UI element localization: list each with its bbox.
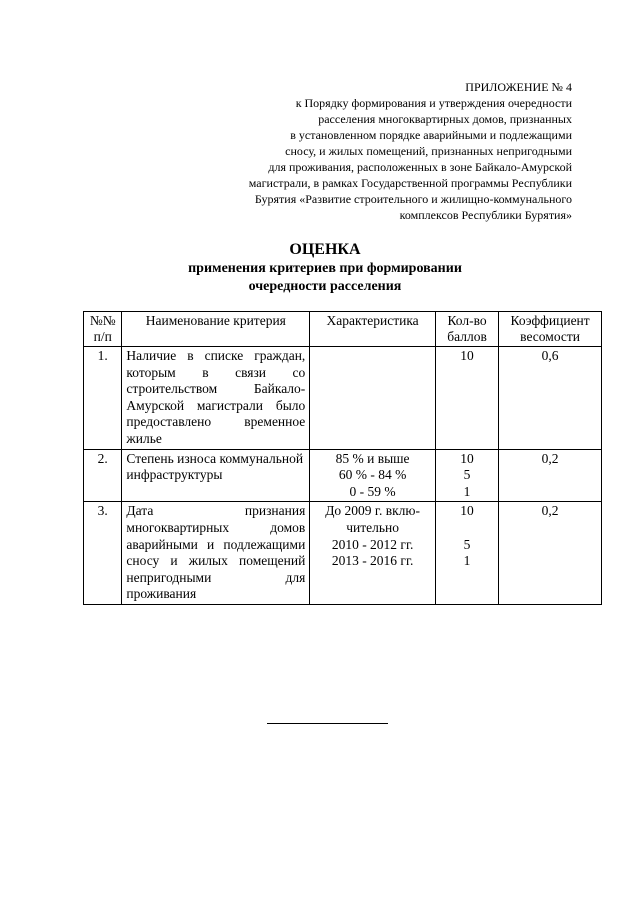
document-subtitle-line1: применения критериев при формировании [188,261,462,276]
header-points-line: баллов [447,329,487,344]
row-criterion: Дата признания многоквартирных домов аварийными и подлежащими сносу и жилых помещений непригодными для проживания [122,502,310,605]
points-value [440,520,494,537]
row-characteristic [310,347,436,450]
document-heading [0,240,640,296]
appendix-line: Бурятия «Развитие строительного и жилищно-коммунального [254,192,572,206]
row-num: 3. [84,502,122,605]
header-num-line: п/п [93,329,112,344]
row-points [435,347,498,450]
appendix-line: комплексов Республики Бурятия» [399,208,572,222]
row-criterion: Степень износа коммунальной инфраструктуры [122,449,310,502]
appendix-line: ПРИЛОЖЕНИЕ № 4 [465,80,572,94]
table-row [84,347,602,450]
table-row [84,449,602,502]
row-points [435,502,498,605]
characteristic-value: 0 - 59 % [349,483,396,499]
row-characteristic [310,502,436,605]
appendix-line: расселения многоквартирных домов, признанных [318,112,572,126]
appendix-line: магистрали, в рамках Государственной программы Республики [248,176,572,190]
points-value: 5 [463,467,471,483]
header-coef-line: весомости [520,329,581,344]
header-points [435,312,498,347]
appendix-line: сносу, и жилых помещений, признанных непригодными [285,144,572,158]
points-value: 10 [460,450,474,466]
points-value: 10 [460,503,474,519]
row-coefficient: 0,2 [499,449,602,502]
table-row [84,502,602,605]
characteristic-value: 85 % и выше [335,450,410,466]
header-name: Наименование критерия [122,312,310,347]
characteristic-value: 60 % - 84 % [338,467,407,483]
points-value: 5 [463,536,471,552]
appendix-line: для проживания, расположенных в зоне Байкало-Амурской [268,160,572,174]
points-value: 1 [463,553,471,569]
points-value: 1 [463,483,471,499]
appendix-block [152,79,572,223]
header-coef [499,312,602,347]
row-criterion: Наличие в списке граждан, которым в связи со строительством Байкало-Амурской магистрали было предоставлено временное жилье [122,347,310,450]
row-num: 1. [84,347,122,450]
points-value: 10 [460,348,474,363]
closing-rule [267,723,388,724]
row-points [435,449,498,502]
row-characteristic [310,449,436,502]
header-num-line: №№ [89,313,116,328]
characteristic-value: 2010 - 2012 гг. [331,536,414,552]
characteristic-value: чительно [346,519,399,535]
header-points-line: Кол-во [447,313,487,328]
table-header-row [84,312,602,347]
header-coef-line: Коэффициент [510,313,590,328]
header-num [84,312,122,347]
characteristic-value: До 2009 г. вклю- [325,503,420,519]
characteristic-value: 2013 - 2016 гг. [331,553,414,569]
appendix-line: к Порядку формирования и утверждения очередности [295,96,572,110]
row-num: 2. [84,449,122,502]
document-subtitle-line2: очередности расселения [248,279,402,294]
row-coefficient: 0,2 [499,502,602,605]
header-characteristic: Характеристика [310,312,436,347]
document-title: ОЦЕНКА [289,241,361,258]
row-coefficient: 0,6 [499,347,602,450]
appendix-line: в установленном порядке аварийными и подлежащими [290,128,572,142]
criteria-table [83,311,602,605]
